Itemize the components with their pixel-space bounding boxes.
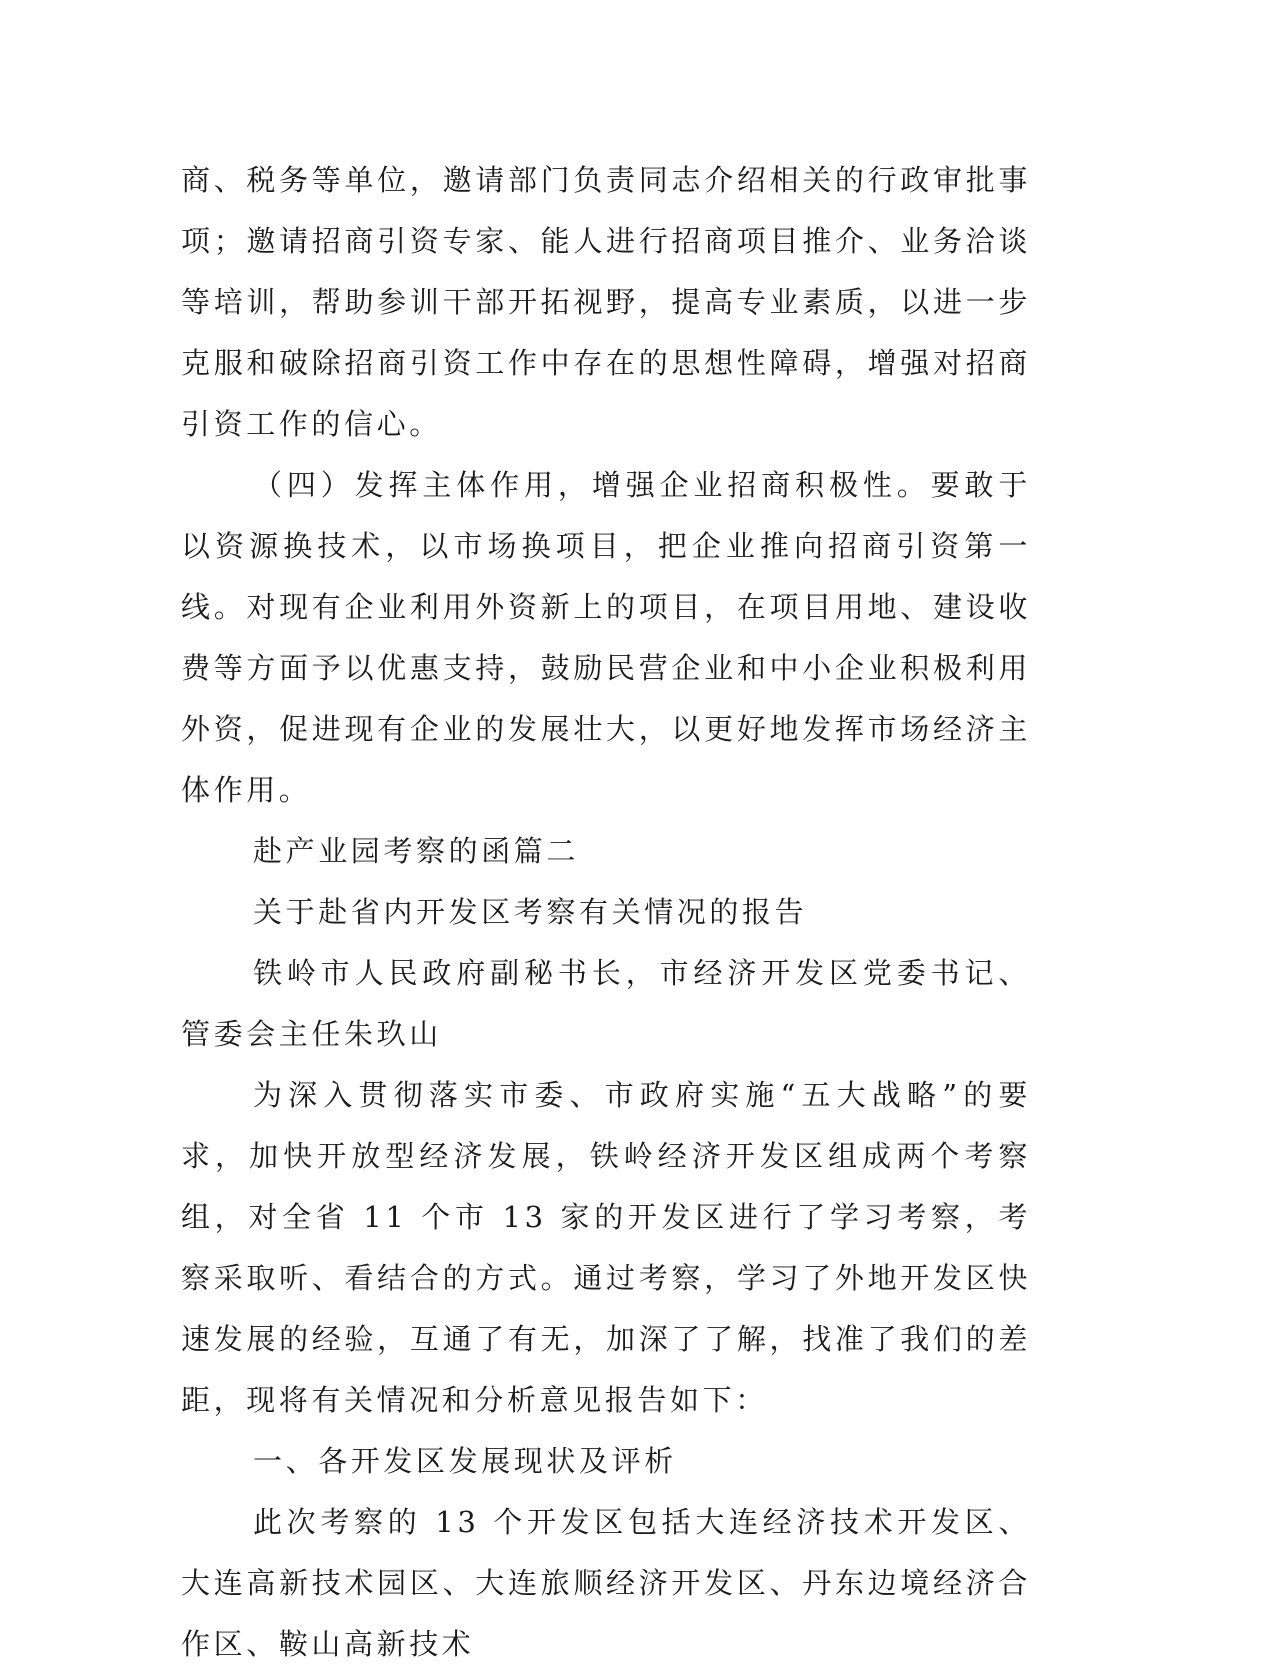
paragraph-zone-list: 此次考察的 13 个开发区包括大连经济技术开发区、大连高新技术园区、大连旅顺经济开发区、丹东边境经济合作区、鞍山高新技术 [181,1505,1031,1661]
report-author: 铁岭市人民政府副秘书长，市经济开发区党委书记、管委会主任朱玖山 [181,956,1031,1051]
report-title: 关于赴省内开发区考察有关情况的报告 [253,895,808,929]
section-title-part-two: 赴产业园考察的函篇二 [253,834,580,868]
paragraph-enterprise-role: （四）发挥主体作用，增强企业招商积极性。要敢于以资源换技术，以市场换项目，把企业推向招商引资第一线。对现有企业利用外资新上的项目，在项目用地、建设收费等方面予以优惠支持，鼓励民营企业和中小企业积极利用外资，促进现有企业的发展壮大，以更好地发挥市场经济主体作用。 [181,468,1031,807]
document-page [181,150,1031,1675]
paragraph-training-measures: 商、税务等单位，邀请部门负责同志介绍相关的行政审批事项；邀请招商引资专家、能人进行招商项目推介、业务洽谈等培训，帮助参训干部开拓视野，提高专业素质，以进一步克服和破除招商引资工作中存在的思想性障碍，增强对招商引资工作的信心。 [181,163,1031,441]
heading-section-one: 一、各开发区发展现状及评析 [253,1444,677,1478]
paragraph-introduction: 为深入贯彻落实市委、市政府实施“五大战略”的要求，加快开放型经济发展，铁岭经济开发区组成两个考察组，对全省 11 个市 13 家的开发区进行了学习考察，考察采取听、看结合的方式。通过考察，学习了外地开发区快速发展的经验，互通了有无，加深了了解，找准了我们的差距，现将有关情况和分析意见报告如下： [181,1078,1031,1417]
